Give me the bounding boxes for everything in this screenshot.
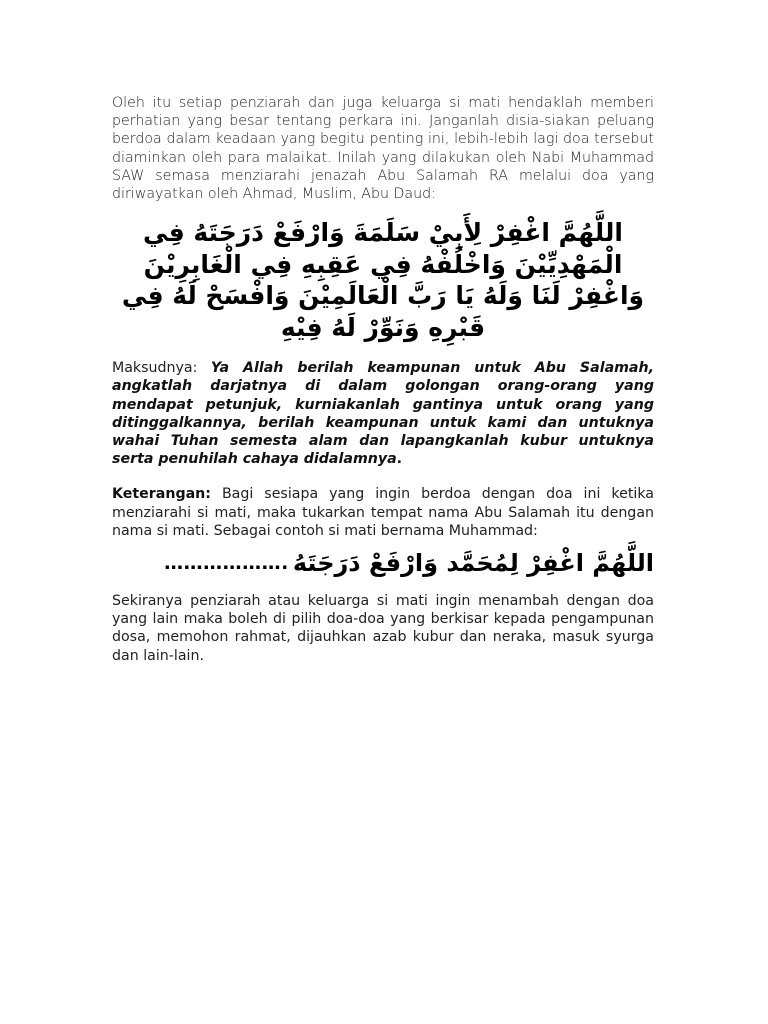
closing-paragraph: Sekiranya penziarah atau keluarga si mati ingin menambah dengan doa yang lain maka boleh di pilih doa-doa yang berkisar kepada pengampunan dosa, memohon rahmat, dijauhkan azab kubur dan neraka, masuk syurga dan lain-lain.: [112, 593, 654, 664]
example-dots: ……………….: [164, 551, 289, 574]
intro-paragraph: Oleh itu setiap penziarah dan juga keluarga si mati hendaklah memberi perhatian yang besar tentang perkara ini. Janganlah disia-siakan peluang berdoa dalam keadaan yang begitu penting ini, lebih-lebih lagi doa tersebut diaminkan oleh para malaikat. Inilah yang dilakukan oleh Nabi Muhammad SAW semasa menziarahi jenazah Abu Salamah RA melalui doa yang diriwayatkan oleh Ahmad, Muslim, Abu Daud:: [112, 95, 654, 203]
translation-lead: Maksudnya:: [112, 360, 211, 377]
translation-text: Ya Allah berilah keampunan untuk Abu Salamah, angkatlah darjatnya di dalam golongan orang-orang yang mendapat petunjuk, kurniakanlah gantinya untuk orang yang ditinggalkannya, berilah keampunan untuk kami dan untuknya wahai Tuhan semesta alam dan lapangkanlah kubur untuknya serta penuhilah cahaya didalamnya: [112, 360, 654, 468]
document-body: [112, 94, 654, 665]
translation-end: .: [396, 451, 403, 468]
example-prayer-line: [112, 546, 654, 580]
note-label: Keterangan:: [112, 486, 211, 503]
note-text: Bagi sesiapa yang ingin berdoa dengan doa ini ketika menziarahi si mati, maka tukarkan tempat nama Abu Salamah itu dengan nama si mati. Sebagai contoh si mati bernama Muhammad:: [112, 486, 654, 539]
arabic-prayer: اللَّهُمَّ اغْفِرْ لِأَبِيْ سَلَمَةَ وَارْفَعْ دَرَجَتَهُ فِي الْمَهْدِيِّيْنَ وَاخْلُفْهُ فِي عَقِبِهِ فِي الْغَابِرِيْنَ وَاغْفِرْ لَنَا وَلَهُ يَا رَبَّ الْعَالَمِيْنَ وَافْسَحْ لَهُ فِي قَبْرِهِ وَنَوِّرْ لَهُ فِيْهِ: [121, 218, 645, 342]
translation-paragraph: [112, 359, 654, 468]
example-arabic: اللَّهُمَّ اغْفِرْ لِمُحَمَّد وَارْفَعْ دَرَجَتَهُ: [292, 548, 654, 577]
note-paragraph: [112, 485, 654, 540]
